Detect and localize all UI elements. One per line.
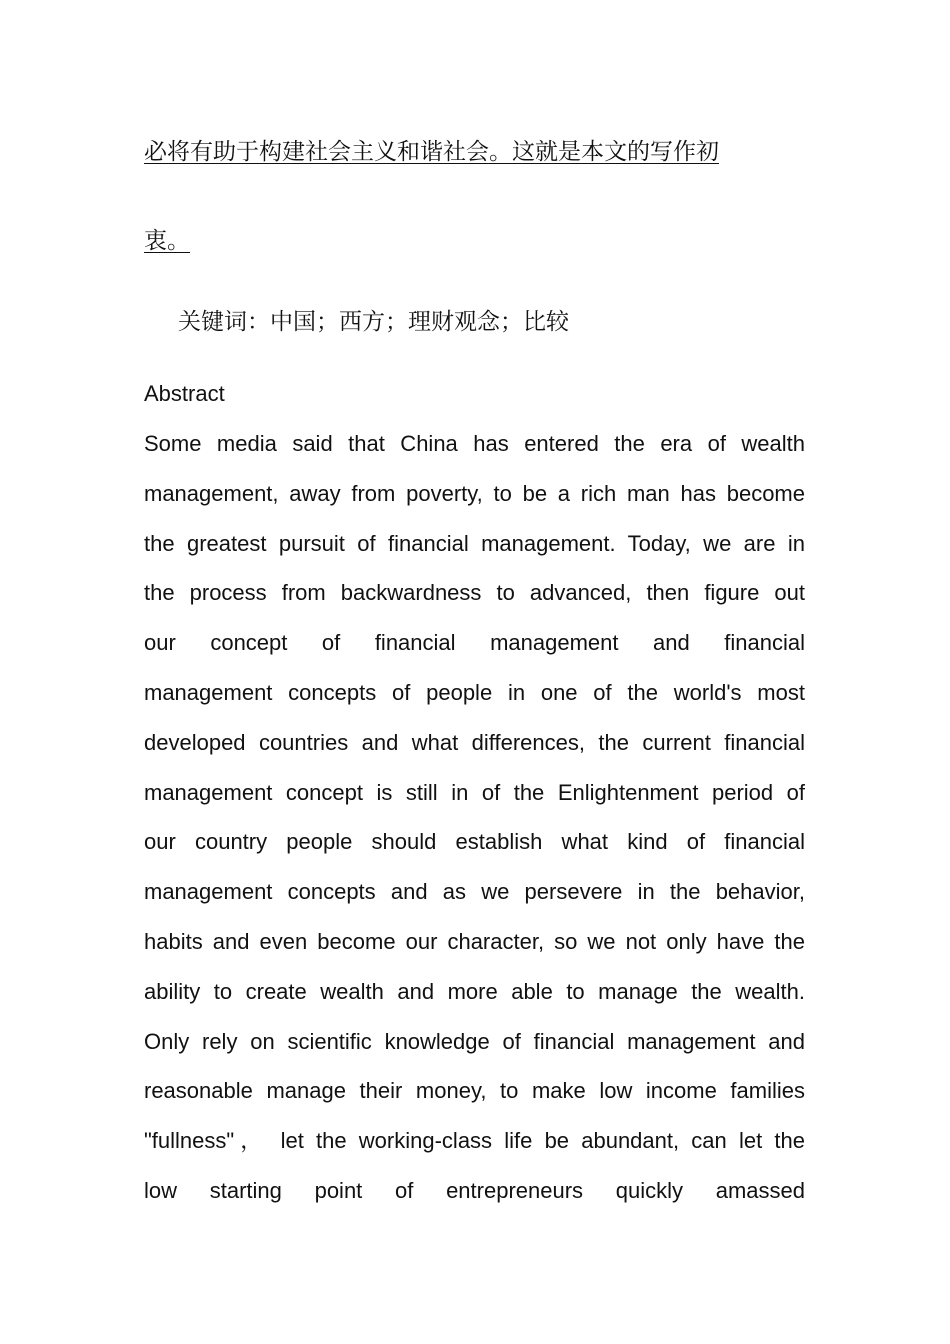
chinese-paragraph-line-2: 衷。 [144,228,190,254]
abstract-line: Only rely on scientific knowledge of financial management and [144,1028,805,1054]
abstract-line: habits and even become our character, so we not only have the [144,928,805,954]
abstract-line: "fullness"， let the working-class life be abundant, can let the [144,1128,805,1154]
abstract-line: developed countries and what differences, the current financial [144,729,805,755]
abstract-line: the process from backwardness to advanced, then figure out [144,580,805,606]
abstract-body [144,419,805,1216]
abstract-line: reasonable manage their money, to make low income families [144,1078,805,1104]
abstract-line: management concepts and as we persevere in the behavior, [144,879,805,905]
abstract-line: our country people should establish what kind of financial [144,829,805,855]
abstract-line: the greatest pursuit of financial management. Today, we are in [144,530,805,556]
abstract-line: Some media said that China has entered the era of wealth [144,431,805,456]
abstract-heading: Abstract [144,381,225,406]
keywords-line: 关键词：中国；西方；理财观念；比较 [178,309,569,335]
abstract-line: low starting point of entrepreneurs quickly amassed [144,1177,805,1203]
abstract-line: ability to create wealth and more able to manage the wealth. [144,978,805,1004]
chinese-paragraph-line-1: 必将有助于构建社会主义和谐社会。这就是本文的写作初 [144,139,719,165]
abstract-line: management concepts of people in one of the world's most [144,679,805,705]
abstract-line: management, away from poverty, to be a rich man has become [144,480,805,506]
abstract-line: our concept of financial management and financial [144,630,805,656]
abstract-line: management concept is still in of the Enlightenment period of [144,779,805,805]
